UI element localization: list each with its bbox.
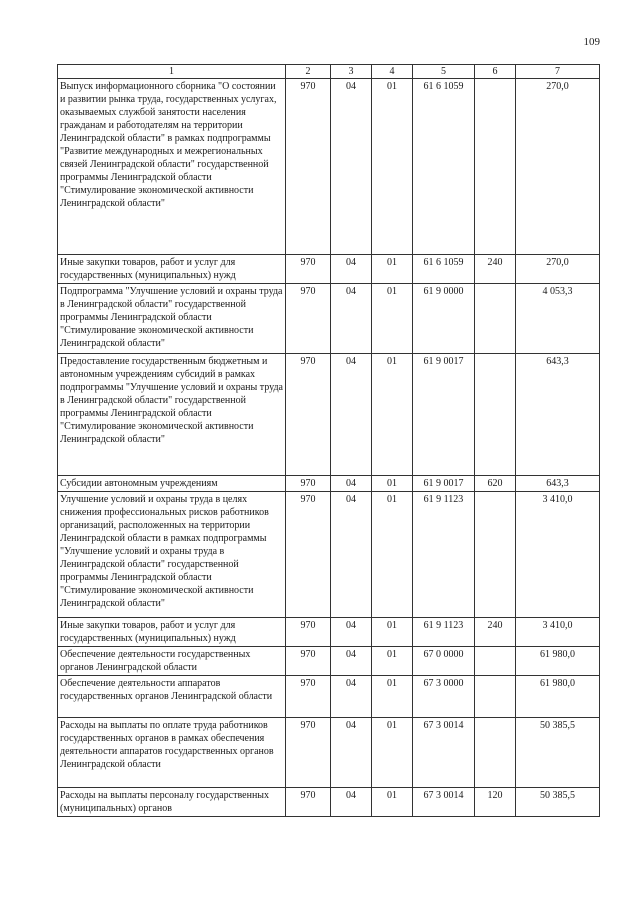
table-row xyxy=(58,79,600,255)
target-article-cell: 61 9 1123 xyxy=(413,492,475,618)
expense-type-cell xyxy=(475,647,516,676)
description-cell: Обеспечение деятельности государственных органов Ленинградской области xyxy=(58,647,286,676)
subsection-code-cell: 01 xyxy=(372,718,413,788)
ministry-code-cell: 970 xyxy=(286,79,331,255)
amount-cell: 4 053,3 xyxy=(516,284,600,354)
table-row xyxy=(58,255,600,284)
ministry-code-cell: 970 xyxy=(286,618,331,647)
expense-type-cell xyxy=(475,284,516,354)
target-article-cell: 67 3 0014 xyxy=(413,788,475,817)
description-cell: Подпрограмма "Улучшение условий и охраны труда в Ленинградской области" государственной программы Ленинградской области "Стимулирование экономической активности Ленинградской области" xyxy=(58,284,286,354)
table-row xyxy=(58,647,600,676)
subsection-code-cell: 01 xyxy=(372,255,413,284)
target-article-cell: 61 9 0017 xyxy=(413,476,475,492)
section-code-cell: 04 xyxy=(331,79,372,255)
section-code-cell: 04 xyxy=(331,618,372,647)
section-code-cell: 04 xyxy=(331,718,372,788)
expense-type-cell: 120 xyxy=(475,788,516,817)
page-number: 109 xyxy=(583,36,600,48)
header-cell: 5 xyxy=(413,65,475,79)
amount-cell: 50 385,5 xyxy=(516,718,600,788)
subsection-code-cell: 01 xyxy=(372,647,413,676)
amount-cell: 3 410,0 xyxy=(516,492,600,618)
header-row xyxy=(58,65,600,79)
section-code-cell: 04 xyxy=(331,647,372,676)
subsection-code-cell: 01 xyxy=(372,354,413,476)
table-row xyxy=(58,284,600,354)
subsection-code-cell: 01 xyxy=(372,492,413,618)
table-row xyxy=(58,476,600,492)
subsection-code-cell: 01 xyxy=(372,676,413,718)
amount-cell: 61 980,0 xyxy=(516,647,600,676)
header-cell: 2 xyxy=(286,65,331,79)
section-code-cell: 04 xyxy=(331,492,372,618)
amount-cell: 61 980,0 xyxy=(516,676,600,718)
amount-cell: 3 410,0 xyxy=(516,618,600,647)
expense-type-cell: 620 xyxy=(475,476,516,492)
description-cell: Улучшение условий и охраны труда в целях снижения профессиональных рисков работников организаций, расположенных на территории Ленинградской области в рамках подпрограммы "Улучшение условий и охраны труда в Ленинградской области" государственной программы Ленинградской области "Стимулирование экономической активности Ленинградской области" xyxy=(58,492,286,618)
ministry-code-cell: 970 xyxy=(286,255,331,284)
table-row xyxy=(58,492,600,618)
subsection-code-cell: 01 xyxy=(372,284,413,354)
target-article-cell: 67 0 0000 xyxy=(413,647,475,676)
target-article-cell: 61 6 1059 xyxy=(413,79,475,255)
ministry-code-cell: 970 xyxy=(286,788,331,817)
table-row xyxy=(58,618,600,647)
description-cell: Обеспечение деятельности аппаратов государственных органов Ленинградской области xyxy=(58,676,286,718)
amount-cell: 50 385,5 xyxy=(516,788,600,817)
section-code-cell: 04 xyxy=(331,284,372,354)
header-cell: 4 xyxy=(372,65,413,79)
subsection-code-cell: 01 xyxy=(372,618,413,647)
expense-type-cell xyxy=(475,492,516,618)
header-cell: 6 xyxy=(475,65,516,79)
ministry-code-cell: 970 xyxy=(286,354,331,476)
ministry-code-cell: 970 xyxy=(286,284,331,354)
section-code-cell: 04 xyxy=(331,354,372,476)
ministry-code-cell: 970 xyxy=(286,718,331,788)
header-cell: 1 xyxy=(58,65,286,79)
description-cell: Расходы на выплаты по оплате труда работников государственных органов в рамках обеспечения деятельности аппаратов государственных органов Ленинградской области xyxy=(58,718,286,788)
header-cell: 7 xyxy=(516,65,600,79)
budget-table xyxy=(57,64,600,817)
table-row xyxy=(58,718,600,788)
table-row xyxy=(58,354,600,476)
target-article-cell: 61 9 1123 xyxy=(413,618,475,647)
ministry-code-cell: 970 xyxy=(286,647,331,676)
ministry-code-cell: 970 xyxy=(286,492,331,618)
header-cell: 3 xyxy=(331,65,372,79)
subsection-code-cell: 01 xyxy=(372,788,413,817)
target-article-cell: 61 9 0000 xyxy=(413,284,475,354)
target-article-cell: 67 3 0014 xyxy=(413,718,475,788)
ministry-code-cell: 970 xyxy=(286,676,331,718)
amount-cell: 643,3 xyxy=(516,476,600,492)
section-code-cell: 04 xyxy=(331,476,372,492)
description-cell: Предоставление государственным бюджетным и автономным учреждениям субсидий в рамках подпрограммы "Улучшение условий и охраны труда в Ленинградской области" государственной программы Ленинградской области "Стимулирование экономической активности Ленинградской области" xyxy=(58,354,286,476)
section-code-cell: 04 xyxy=(331,676,372,718)
expense-type-cell xyxy=(475,718,516,788)
target-article-cell: 61 6 1059 xyxy=(413,255,475,284)
section-code-cell: 04 xyxy=(331,255,372,284)
ministry-code-cell: 970 xyxy=(286,476,331,492)
amount-cell: 270,0 xyxy=(516,255,600,284)
expense-type-cell: 240 xyxy=(475,255,516,284)
table-row xyxy=(58,788,600,817)
target-article-cell: 61 9 0017 xyxy=(413,354,475,476)
description-cell: Иные закупки товаров, работ и услуг для государственных (муниципальных) нужд xyxy=(58,255,286,284)
description-cell: Иные закупки товаров, работ и услуг для государственных (муниципальных) нужд xyxy=(58,618,286,647)
expense-type-cell: 240 xyxy=(475,618,516,647)
table-row xyxy=(58,676,600,718)
subsection-code-cell: 01 xyxy=(372,79,413,255)
expense-type-cell xyxy=(475,676,516,718)
expense-type-cell xyxy=(475,79,516,255)
description-cell: Выпуск информационного сборника "О состоянии и развитии рынка труда, государственных услугах, оказываемых службой занятости населения гражданам и работодателям на территории Ленинградской области" в рамках подпрограммы "Развитие международных и межрегиональных связей Ленинградской области" государственной программы Ленинградской области "Стимулирование экономической активности Ленинградской области" xyxy=(58,79,286,255)
target-article-cell: 67 3 0000 xyxy=(413,676,475,718)
description-cell: Субсидии автономным учреждениям xyxy=(58,476,286,492)
subsection-code-cell: 01 xyxy=(372,476,413,492)
amount-cell: 270,0 xyxy=(516,79,600,255)
section-code-cell: 04 xyxy=(331,788,372,817)
amount-cell: 643,3 xyxy=(516,354,600,476)
description-cell: Расходы на выплаты персоналу государственных (муниципальных) органов xyxy=(58,788,286,817)
expense-type-cell xyxy=(475,354,516,476)
